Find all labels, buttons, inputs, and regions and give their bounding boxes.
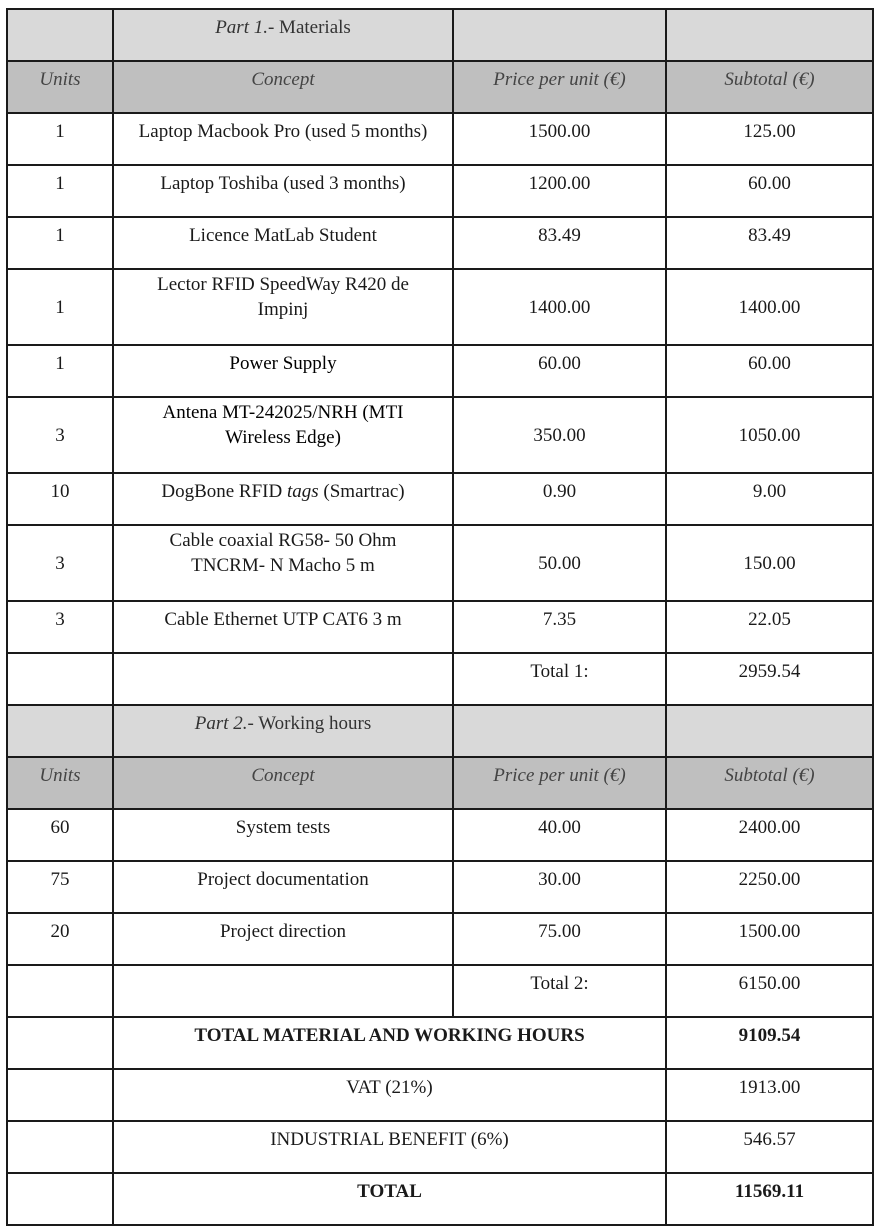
concept-cell: Laptop Toshiba (used 3 months) [113,165,453,217]
table-row [7,809,873,861]
vat-row [7,1069,873,1121]
subtotal-cell: 1500.00 [666,913,873,965]
subtotal-cell: 9.00 [666,473,873,525]
concept-cell: Cable coaxial RG58- 50 Ohm TNCRM- N Macho 5 m [113,525,453,601]
price-cell: 30.00 [453,861,666,913]
benefit-row [7,1121,873,1173]
subtotal-cell: 150.00 [666,525,873,601]
subtotal-cell: 2250.00 [666,861,873,913]
subtotal-cell: 83.49 [666,217,873,269]
header-units: Units [7,61,113,113]
price-cell: 60.00 [453,345,666,397]
table-row [7,217,873,269]
units-cell: 3 [7,525,113,601]
price-cell: 83.49 [453,217,666,269]
table-row [7,601,873,653]
concept-cell: Laptop Macbook Pro (used 5 months) [113,113,453,165]
part1-header-row [7,61,873,113]
total-material-label: TOTAL MATERIAL AND WORKING HOURS [113,1017,666,1069]
total-material-value: 9109.54 [666,1017,873,1069]
total-material-row [7,1017,873,1069]
header-concept: Concept [113,61,453,113]
units-cell: 3 [7,601,113,653]
subtotal-cell: 60.00 [666,345,873,397]
grand-total-value: 11569.11 [666,1173,873,1225]
table-row [7,861,873,913]
concept-cell: System tests [113,809,453,861]
subtotal-cell: 1400.00 [666,269,873,345]
table-row [7,397,873,473]
concept-cell: Cable Ethernet UTP CAT6 3 m [113,601,453,653]
benefit-label: INDUSTRIAL BENEFIT (6%) [113,1121,666,1173]
subtotal-cell: 60.00 [666,165,873,217]
table-row [7,113,873,165]
price-cell: 1200.00 [453,165,666,217]
part2-total-row [7,965,873,1017]
total2-value: 6150.00 [666,965,873,1017]
concept-cell: Project direction [113,913,453,965]
units-cell: 20 [7,913,113,965]
concept-cell: Project documentation [113,861,453,913]
units-cell: 1 [7,345,113,397]
units-cell: 1 [7,217,113,269]
concept-cell: DogBone RFID tags (Smartrac) [113,473,453,525]
units-cell: 1 [7,165,113,217]
concept-cell: Lector RFID SpeedWay R420 de Impinj [113,269,453,345]
vat-label: VAT (21%) [113,1069,666,1121]
units-cell: 1 [7,113,113,165]
header-concept: Concept [113,757,453,809]
subtotal-cell: 1050.00 [666,397,873,473]
header-subtotal: Subtotal (€) [666,757,873,809]
units-cell: 10 [7,473,113,525]
part2-header-row [7,757,873,809]
subtotal-cell: 2400.00 [666,809,873,861]
table-row [7,345,873,397]
concept-cell: Power Supply [113,345,453,397]
concept-cell: Licence MatLab Student [113,217,453,269]
table-row [7,913,873,965]
table-row [7,165,873,217]
part2-title-row [7,705,873,757]
grand-total-row [7,1173,873,1225]
units-cell: 60 [7,809,113,861]
total2-label: Total 2: [453,965,666,1017]
budget-table [6,8,874,1226]
total1-value: 2959.54 [666,653,873,705]
price-cell: 7.35 [453,601,666,653]
subtotal-cell: 125.00 [666,113,873,165]
price-cell: 40.00 [453,809,666,861]
header-price: Price per unit (€) [453,757,666,809]
total1-label: Total 1: [453,653,666,705]
price-cell: 1500.00 [453,113,666,165]
price-cell: 350.00 [453,397,666,473]
table-row [7,473,873,525]
price-cell: 0.90 [453,473,666,525]
part1-title-row [7,9,873,61]
table-row [7,525,873,601]
concept-cell: Antena MT-242025/NRH (MTI Wireless Edge) [113,397,453,473]
table-row [7,269,873,345]
units-cell: 3 [7,397,113,473]
benefit-value: 546.57 [666,1121,873,1173]
price-cell: 50.00 [453,525,666,601]
units-cell: 1 [7,269,113,345]
header-subtotal: Subtotal (€) [666,61,873,113]
price-cell: 75.00 [453,913,666,965]
units-cell: 75 [7,861,113,913]
part2-title: Part 2.- Working hours [113,705,453,757]
header-price: Price per unit (€) [453,61,666,113]
header-units: Units [7,757,113,809]
part1-total-row [7,653,873,705]
price-cell: 1400.00 [453,269,666,345]
vat-value: 1913.00 [666,1069,873,1121]
part1-title: Part 1.- Materials [113,9,453,61]
subtotal-cell: 22.05 [666,601,873,653]
grand-total-label: TOTAL [113,1173,666,1225]
